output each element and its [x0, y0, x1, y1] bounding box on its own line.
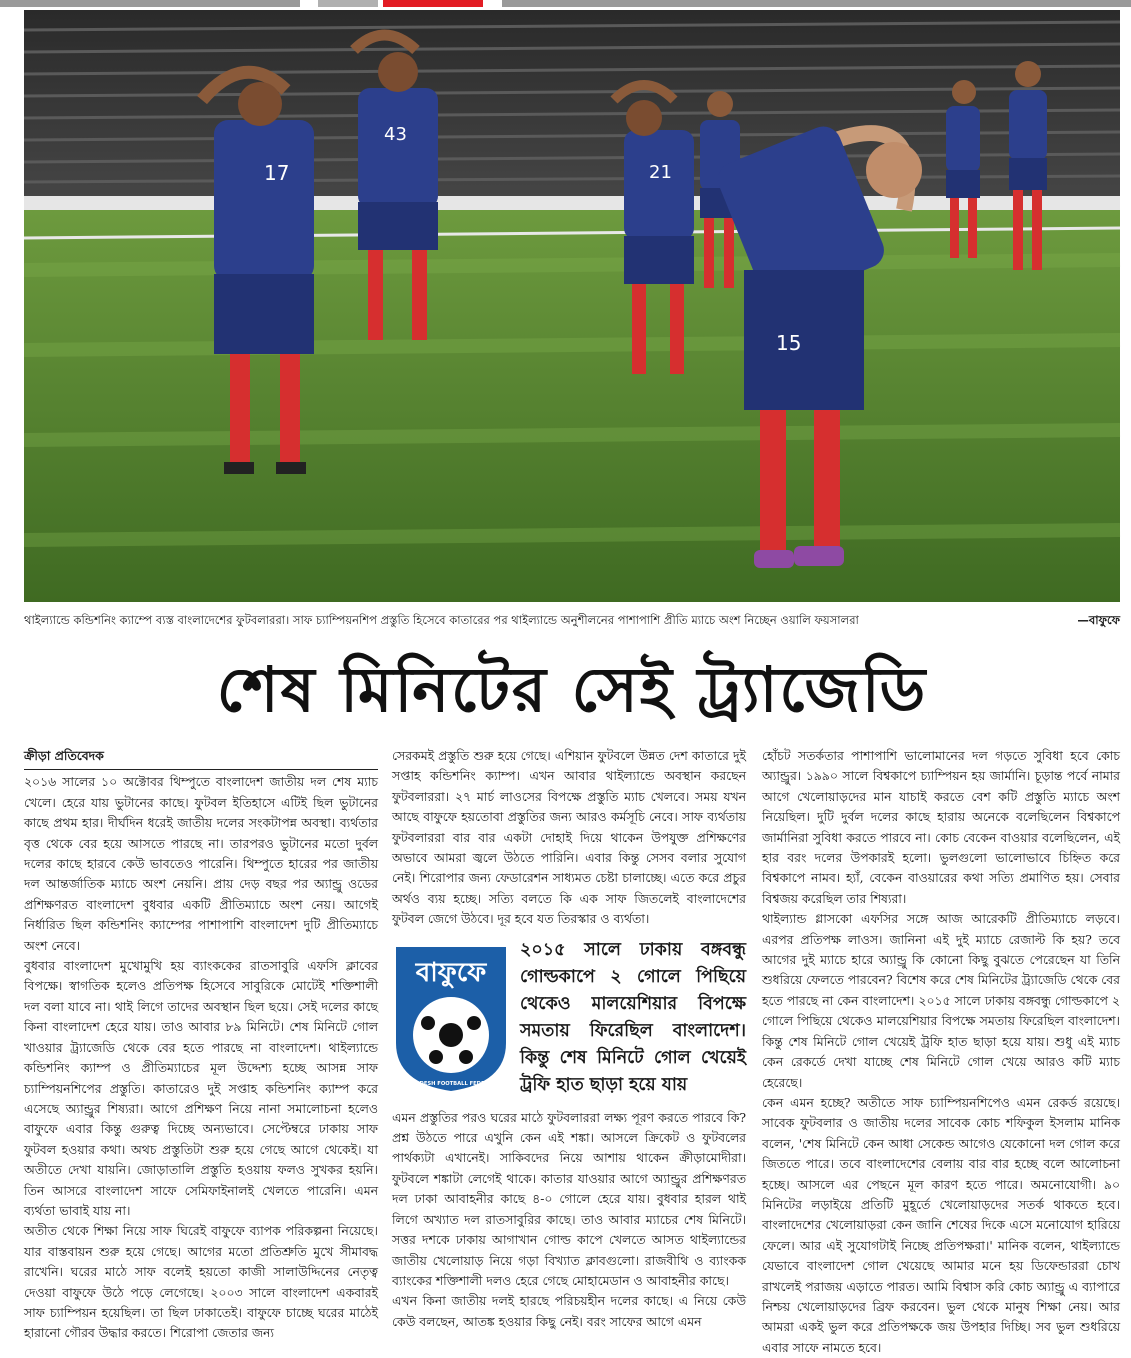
top-rule-red — [383, 0, 483, 7]
paragraph: হোঁচট সতর্কতার পাশাপাশি ভালোমানের দল গড়তে সুবিধা হবে কোচ অ্যান্ড্রুর। ১৯৯০ সালে বিশ্বকাপে চ্যাম্পিয়ন হয় জার্মানি। চূড়ান্ত পর্বে নামার আগে খেলোয়াড়দের মান যাচাই করতে বেশ কটি প্রস্তুতি ম্যাচে অংশ নিয়েছিল। দুটি দুর্বল দলের কাছে হারায় অনেকে বলেছিলেন বিশ্বকাপে জার্মানিরা সুবিধা করতে পারবে না। কোচ বেকেন বাওয়ার বলেছিলেন, এই হার বরং দলের উপকারই হলো। ভুলগুলো ভালোভাবে চিহ্নিত করে বিশ্বকাপে নামব। হ্যাঁ, বেকেন বাওয়ারের কথা সত্যি প্রমাণিত হয়। সেবার বিশ্বজয় করেছিল তার শিষ্যরা। — [762, 748, 1120, 906]
top-rule-right — [502, 0, 1131, 7]
training-photo — [24, 10, 1120, 602]
byline-rule — [24, 769, 378, 770]
paragraph: সেরকমই প্রস্তুতি শুরু হয়ে গেছে। এশিয়ান ফুটবলে উন্নত দেশ কাতারে দুই সপ্তাহ কন্ডিশনিং ক্যাম্প। এখন আবার থাইল্যান্ডে অবস্থান করছেন ফুটবলাররা। ২৭ মার্চ লাওসের বিপক্ষে প্রস্তুতি ম্যাচ খেলবে। সময় যখন আছে বাফুফে হয়তোবা প্রস্তুতির জন্য আরও কর্মসূচি নেবে। সাফ ব্যর্থতায় ফুটবলাররা বার বার একটা দোহাই দিয়ে থাকেন উপযুক্ত প্রশিক্ষণের অভাবে আমরা জ্বলে উঠতে পারিনি। এবার কিন্তু সেসব বলার সুযোগ নেই। শিরোপার জন্য ফেডারেশন সাধ্যমত চেষ্টা চালাচ্ছে। এতে করে প্রচুর অর্থও ব্যয় হচ্ছে। সত্যি বলতে কি এক সাফ জিতলেই বাংলাদেশের ফুটবল জেগে উঠবে। দূর হবে যত তিরস্কার ও ব্যর্থতা। — [392, 748, 746, 927]
jersey-number-43: 43 — [384, 124, 407, 145]
byline: ক্রীড়া প্রতিবেদক — [24, 748, 104, 763]
paragraph: এখন কিনা জাতীয় দলই হারছে পরিচয়হীন দলের কাছে। এ নিয়ে কেউ কেউ বলছেন, আতঙ্ক হওয়ার কিছু নেই। বরং সাফের আগে এমন — [392, 1293, 746, 1329]
photo-caption — [24, 610, 1120, 630]
bff-logo-ring-text: BANGLADESH FOOTBALL FEDERATION — [395, 1080, 507, 1087]
players-stretching-illustration — [24, 10, 1120, 602]
headline: শেষ মিনিটের সেই ট্র্যাজেডি — [216, 653, 928, 726]
bff-logo-mark: বাফুফে — [415, 957, 487, 988]
top-rule-left — [0, 0, 300, 7]
paragraph: কেন এমন হচ্ছে? অতীতে সাফ চ্যাম্পিয়নশিপেও এমন রেকর্ড রয়েছে। সাবেক ফুটবলার ও জাতীয় দলের সাবেক কোচ শফিকুল ইসলাম মানিক বলেন, 'শেষ মিনিটে কেন আধা সেকেন্ড আগেও যেকোনো দল গোল করে জিততে পারে। তবে বাংলাদেশের বেলায় বার বার হচ্ছে বলে আলোচনা হচ্ছে। আসলে এর পেছনে মূল কারণ হতে পারে। অমনোযোগী। ৯০ মিনিটের লড়াইয়ে প্রতিটি মুহূর্তে খেলোয়াড়দের সতর্ক থাকতে হবে। বাংলাদেশের খেলোয়াড়রা কেন জানি শেষের দিকে এসে মনোযোগ হারিয়ে ফেলে। আর এই সুযোগটাই নিচ্ছে প্রতিপক্ষরা।' মানিক বলেন, থাইল্যান্ডে যেভাবে বাংলাদেশ গোল খেয়েছে আমার মনে হয় ডিফেন্ডাররা চোখ রাখলেই পরাজয় এড়াতে পারত। আমি বিশ্বাস করি কোচ অ্যান্ড্রু এ ব্যাপারে নিশ্চয় খেলোয়াড়দের ব্রিফ করবেন। ভুল থেকে মানুষ শিক্ষা নেয়। আর আমরা একই ভুল করে প্রতিপক্ষকে জয় উপহার দিচ্ছি। সব ভুল শুধরিয়ে এবার সাফে নামতে হবে। — [762, 1094, 1120, 1355]
caption-text: থাইল্যান্ডে কন্ডিশনিং ক্যাম্পে ব্যস্ত বাংলাদেশের ফুটবলাররা। সাফ চ্যাম্পিয়নশিপ প্রস্তুতি হিসেবে কাতারের পর থাইল্যান্ডে অনুশীলনের পাশাপাশি প্রীতি ম্যাচে অংশ নিচ্ছেন ওয়ালি ফয়সালরা — [24, 613, 859, 627]
jersey-number-17: 17 — [264, 161, 290, 185]
top-rule-gray — [318, 0, 378, 7]
paragraph: থাইল্যান্ড গ্লাসকো এফসির সঙ্গে আজ আরেকটি প্রীতিম্যাচে লড়বে। এরপর প্রতিপক্ষ লাওস। জানিনা এই দুই ম্যাচে রেজাল্ট কি হয়? তবে আগের দুই ম্যাচে হারে অ্যান্ড্রু কি কোনো কিছু বুঝতে পেরেছেন যা তিনি শুধরিয়ে ফেলতে পারবেন? বিশেষ করে শেষ মিনিটের ট্র্যাজেডি থেকে বের হতে পারছে না কেন বাংলাদেশ। ২০১৫ সালে ঢাকায় বঙ্গবন্ধু গোল্ডকাপে ২ গোলে পিছিয়ে থেকেও মালয়েশিয়ার বিপক্ষে সমতায় ফিরেছিল বাংলাদেশ। কিন্তু শেষ মিনিটে গোল খেয়েই ট্রফি হাত ছাড়া হয়ে যায়। শুধু এই ম্যাচ কেন রেকর্ডে দেখা যাচ্ছে শেষ মিনিটে গোল খেয়ে আরও কটি ম্যাচ হেরেছে। — [762, 911, 1120, 1090]
jersey-number-21: 21 — [649, 162, 672, 183]
paragraph: বুধবার বাংলাদেশ মুখোমুখি হয় ব্যাংককের রাতসাবুরি এফসি ক্লাবের বিপক্ষে। স্বাগতিক হলেও প্রতিপক্ষ হিসেবে সাবুরিকে মোটেই শক্তিশালী দল বলা যাবে না। থাই লিগে তাদের অবস্থান ছিল ছয়ে। সেই দলের কাছে কিনা বাংলাদেশ হেরে যায়। তাও আবার ৮৯ মিনিটে। শেষ মিনিটে গোল খাওয়ার ট্র্যাজেডি থেকে বের হতে পারছে না বাংলাদেশ। থাইল্যান্ডে কন্ডিশনিং ক্যাম্প ও প্রীতিম্যাচের মূল উদ্দেশ্য হচ্ছে আসন্ন সাফ চ্যাম্পিয়নশিপের প্রস্তুতি। কাতারেও দুই সপ্তাহ কন্ডিশনিং ক্যাম্প করে এসেছে অ্যান্ড্রুর শিষ্যরা। আগে প্রশিক্ষণ নিয়ে নানা সমালোচনা হলেও বাফুফে এবার কিন্তু গুরুত্ব দিচ্ছে অন্যভাবে। সেপ্টেম্বরে ঢাকায় সাফ ফুটবল হওয়ার কথা। অথচ প্রস্তুতিটা শুরু হয়ে গেছে আগে থেকেই। যা অতীতে দেখা যায়নি। জোড়াতালি প্রস্তুতি হওয়ায় ফলও সুখকর হয়নি। তিন আসরে বাংলাদেশ সাফে সেমিফাইনালই খেলতে পারেনি। এমন ব্যর্থতা ভাবাই যায় না। — [24, 958, 378, 1218]
paragraph: ২০১৬ সালের ১০ অক্টোবর থিম্পুতে বাংলাদেশ জাতীয় দল শেষ ম্যাচ খেলে। হেরে যায় ভুটানের কাছে। ফুটবল ইতিহাসে এটিই ছিল ভুটানের কাছে প্রথম হার। দীর্ঘদিন ধরেই জাতীয় দলের সংকটাপন্ন অবস্থা। ব্যর্থতার বৃত্ত থেকে বের হয়ে আসতে পারছে না। তারপরও ভুটানের মতো দুর্বল দলের কাছে হারবে কেউ ভাবতেও পারেনি। থিম্পুতে হারের পর জাতীয় দল আন্তর্জাতিক ম্যাচে অংশ নেয়নি। প্রায় দেড় বছর পর অ্যান্ড্রু ওডের প্রশিক্ষণরত বাংলাদেশ বুধবার একটি প্রীতিম্যাচে অংশ নেয়। আগেই নির্ধারিত ছিল কন্ডিশনিং ক্যাম্পের পাশাপাশি বাংলাদেশ দুটি প্রীতিম্যাচে অংশ নেবে। — [24, 774, 378, 953]
pull-quote-box — [392, 938, 746, 1098]
paragraph: এমন প্রস্তুতির পরও ঘরের মাঠে ফুটবলাররা লক্ষ্য পূরণ করতে পারবে কি? প্রশ্ন উঠতে পারে এখুনি কেন এই শঙ্কা। আসলে ক্রিকেট ও ফুটবলের পার্থক্যটা এখানেই। সাকিবদের নিয়ে আশায় থাকেন ক্রীড়ামোদীরা। ফুটবলে শঙ্কাটা লেগেই থাকে। কাতার যাওয়ার আগে অ্যান্ড্রুর প্রশিক্ষণরত দল ঢাকা আবাহনীর কাছে ৪-০ গোলে হেরে যায়। বুধবার হারল থাই লিগে অখ্যাত দল রাতসাবুরির কাছে। তাও আবার ম্যাচের শেষ মিনিটে। সত্তর দশকে ঢাকায় আগাখান গোল্ড কাপে খেলতে আসত থাইল্যান্ডের জাতীয় খেলোয়াড় নিয়ে গড়া বিখ্যাত ক্লাবগুলো। রাজবীথি ও ব্যাংকক ব্যাংকের শক্তিশালী দলও হেরে গেছে মোহামেডান ও আবাহনীর কাছে। — [392, 1109, 746, 1288]
bff-logo — [392, 943, 510, 1093]
pull-quote-text: ২০১৫ সালে ঢাকায় বঙ্গবন্ধু গোল্ডকাপে ২ গোলে পিছিয়ে থেকেও মালয়েশিয়ার বিপক্ষে সমতায় ফিরেছিল বাংলাদেশ। কিন্তু শেষ মিনিটে গোল খেয়েই ট্রফি হাত ছাড়া হয়ে যায় — [520, 939, 746, 1095]
article-column-1 — [24, 746, 378, 1341]
photo-credit: —বাফুফে — [1077, 613, 1120, 627]
article-column-2 — [392, 746, 746, 1329]
article-column-3 — [762, 746, 1120, 1355]
jersey-number-15: 15 — [776, 331, 802, 355]
paragraph: অতীত থেকে শিক্ষা নিয়ে সাফ ঘিরেই বাফুফে ব্যাপক পরিকল্পনা নিয়েছে। যার বাস্তবায়ন শুরু হয়ে গেছে। আগের মতো প্রতিশ্রুতি মুখে সীমাবদ্ধ রাখেনি। ঘরের মাঠে সাফ বলেই হয়তো কাজী সালাউদ্দিনের নেতৃত্ব দেওয়া বাফুফে উঠে পড়ে লেগেছে। ২০০৩ সালে বাংলাদেশ একবারই সাফ চ্যাম্পিয়ন হয়েছিল। তা ছিল ঢাকাতেই। বাফুফে চাচ্ছে ঘরের মাঠেই হারানো গৌরব উদ্ধার করতে। শিরোপা জেতার জন্য — [24, 1223, 378, 1341]
